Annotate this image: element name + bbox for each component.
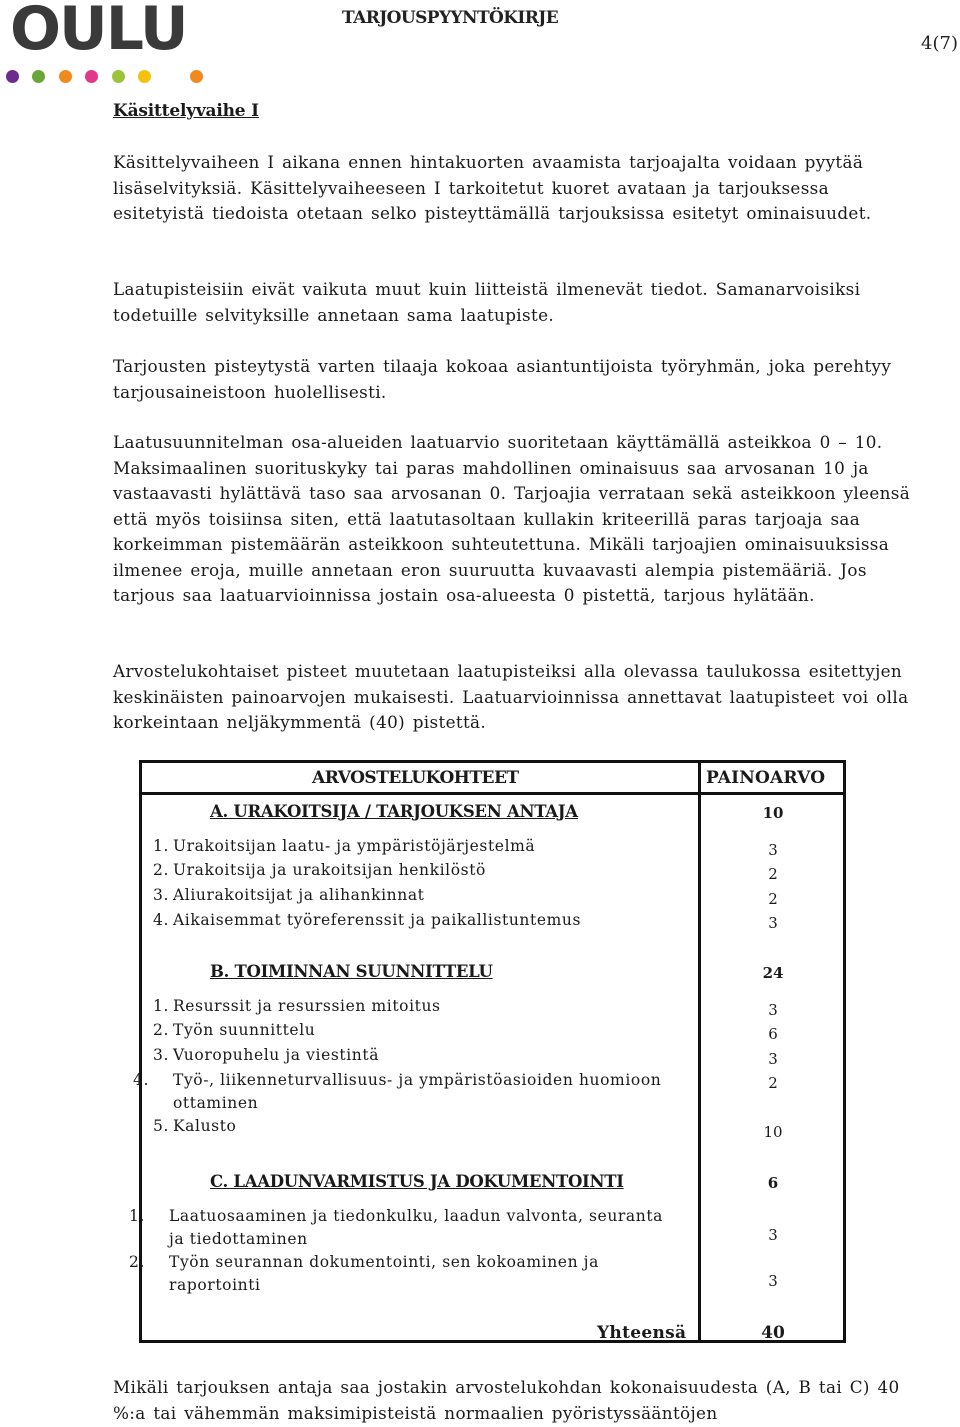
table-row [153,859,693,882]
table-row [133,1069,703,1115]
item-number: 2. [153,861,169,879]
paragraph-4: Laatusuunnitelman osa-alueiden laatuarvio suoritetaan käyttämällä asteikkoa 0 – 10. Maksimaalinen suorituskyky tai paras mahdollinen ominaisuus saa arvosanan 10 ja vastaavasti hylättävä taso saa arvosanan 0. Tarjoajia verrataan sekä asteikkoon yleensä että myös toisiinsa siten, että laatutasoltaan kullakin kriteerillä paras tarjoaja saa korkeimman pistemäärän asteikkoon suhteutettuna. Mikäli tarjoajien ominaisuuksissa ilmenee eroja, muille annetaan eron suuruutta kuvaavasti alempia pistemääriä. Jos tarjous saa laatuarvioinnissa jostain osa-alueesta 0 pistettä, tarjous hylätään. [113,432,911,605]
logo-dot [59,70,72,83]
logo-dot [112,70,125,83]
item-text: Urakoitsija ja urakoitsijan henkilöstö [173,861,486,879]
item-text: Työn suunnittelu [173,1021,316,1039]
table-row [153,884,693,907]
item-weight: 10 [763,1123,783,1141]
scoring-table [129,760,846,1343]
table-row [153,995,693,1018]
footer-paragraph: Mikäli tarjouksen antaja saa jostakin arvostelukohdan kokonaisuudesta (A, B tai C) 40 %:a tai vähemmän maksimipisteistä normaalien pyöristyssääntöjen [113,1377,900,1423]
item-weight: 3 [768,914,778,932]
item-weight: 3 [768,1272,778,1290]
section-b-weight: 24 [762,964,784,982]
paragraph-2: Laatupisteisiin eivät vaikuta muut kuin liitteistä ilmenevät tiedot. Samanarvoisiksi todetuille selvityksille annetaan sama laatupiste. [113,279,861,325]
section-b-title: B. TOIMINNAN SUUNNITTELU [210,962,493,981]
table-row [129,1251,669,1297]
item-text: Vuoropuhelu ja viestintä [173,1046,380,1064]
logo-dot [138,70,151,83]
logo-dot [85,70,98,83]
table-row [153,835,693,858]
oulu-logo: OULU [10,0,187,64]
item-text: Kalusto [173,1117,237,1135]
item-weight: 3 [768,1226,778,1244]
item-weight: 2 [768,1074,778,1092]
logo-dot [32,70,45,83]
section-a-title: A. URAKOITSIJA / TARJOUKSEN ANTAJA [210,802,578,821]
section-c-title: C. LAADUNVARMISTUS JA DOKUMENTOINTI [210,1172,624,1191]
item-number: 4. [133,1071,149,1089]
item-number: 2. [129,1253,145,1271]
item-number: 1. [153,997,169,1015]
document-title: TARJOUSPYYNTÖKIRJE [342,8,559,28]
table-divider [698,763,701,1340]
item-number: 3. [153,886,169,904]
total-value: 40 [761,1323,785,1343]
section-c-weight: 6 [767,1174,779,1192]
weight-column-header: PAINOARVO [706,768,826,788]
item-text: Työ-, liikenneturvallisuus- ja ympäristöasioiden huomioon ottaminen [173,1071,662,1112]
section-heading: Käsittelyvaihe I [113,101,259,121]
paragraph-1: Käsittelyvaiheen I aikana ennen hintakuorten avaamista tarjoajalta voidaan pyytää lisäselvityksiä. Käsittelyvaiheeseen I tarkoitetut kuoret avataan ja tarjouksessa esitetyistä tiedoista otetaan selko pisteyttämällä tarjouksissa esitetyt ominaisuudet. [113,152,872,223]
criteria-column-header: ARVOSTELUKOHTEET [312,768,519,788]
item-weight: 2 [768,865,778,883]
item-weight: 6 [768,1025,778,1043]
item-weight: 3 [768,1050,778,1068]
item-weight: 3 [768,841,778,859]
item-number: 5. [153,1117,169,1135]
item-number: 2. [153,1021,169,1039]
item-number: 1. [153,837,169,855]
item-number: 4. [153,911,169,929]
item-text: Työn seurannan dokumentointi, sen kokoaminen ja raportointi [169,1253,599,1294]
logo-dot [6,70,19,83]
table-row [153,1044,693,1067]
logo-dot [190,70,203,83]
paragraph-3: Tarjousten pisteytystä varten tilaaja kokoaa asiantuntijoista työryhmän, joka perehtyy tarjousaineistoon huolellisesti. [113,356,892,402]
total-label: Yhteensä [597,1323,687,1343]
table-row [153,1115,693,1138]
table-row [129,1205,669,1251]
page-number: 4(7) [921,33,958,54]
item-weight: 3 [768,1001,778,1019]
item-text: Aliurakoitsijat ja alihankinnat [173,886,425,904]
item-number: 3. [153,1046,169,1064]
item-text: Laatuosaaminen ja tiedonkulku, laadun valvonta, seuranta ja tiedottaminen [169,1207,664,1248]
table-header-rule [142,792,843,795]
item-number: 1. [129,1207,145,1225]
section-a-weight: 10 [762,804,784,822]
table-row [153,1019,693,1042]
item-weight: 2 [768,890,778,908]
item-text: Aikaisemmat työreferenssit ja paikallistuntemus [173,911,582,929]
paragraph-5: Arvostelukohtaiset pisteet muutetaan laatupisteiksi alla olevassa taulukossa esitettyjen keskinäisten painoarvojen mukaisesti. Laatuarvioinnissa annettavat laatupisteet voi olla korkeintaan neljäkymmentä (40) pistettä. [113,661,909,732]
item-text: Urakoitsijan laatu- ja ympäristöjärjestelmä [173,837,536,855]
table-row [153,909,693,932]
item-text: Resurssit ja resurssien mitoitus [173,997,441,1015]
